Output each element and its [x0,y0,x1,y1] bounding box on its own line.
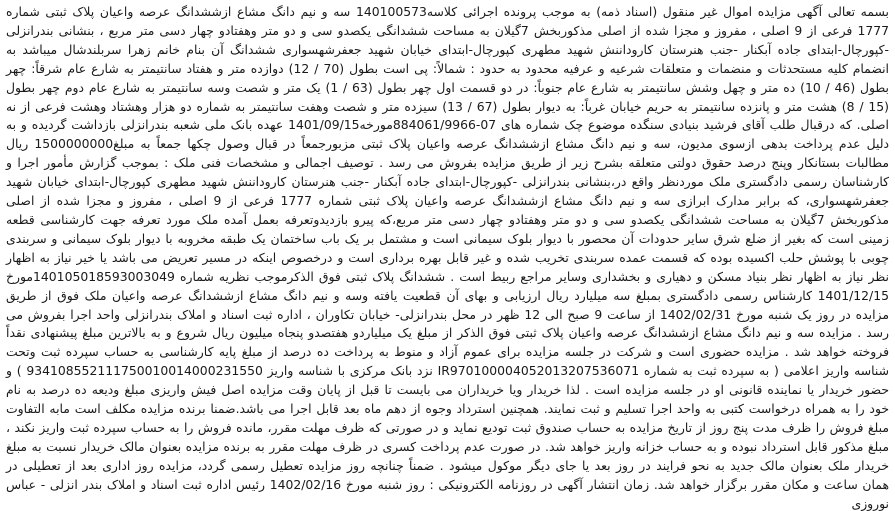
auction-notice-text: بسمه تعالی آگهی مزایده اموال غیر منقول (اسناد ذمه) به موجب پرونده اجرائی کلاسه140100573 سه و نیم دانگ مشاع ازششدانگ عرصه واعیان پلاک ثبتی شماره 1777 فرعی از 9 اصلی ، مفروز و مجزا شده از اصلی مذکوربخش 7گیلان به مساحت ششدانگی یکصدو سی و دو متر وهفتادو چهار دسی متر مربع ، بنشانی بندرانزلی -کپورچال-ابتدای جاده آبکنار -جنب هنرستان کاروداننش شهید مطهری کپورچال-ابتدای خیابان شهید جعفرشهسواری ششدانگ آن بنام خانم زهرا سربلندشال میباشد به انضمام کلیه مستحدثات و منضمات و متعلقات شرعیه و عرفیه محدود به حدود : شمالاً: پی است بطول (70 / 12) دوازده متر و هفتاد سانتیمتر به شارع عام شرقاً: چهر بطول (46 / 10) ده متر و چهل وشش سانتیمتر به شارع عام جنوباً: در دو قسمت اول چهر بطول (63 / 1) یک متر و شصت وسه سانتیمتر به شارع عام دوم چهر بطول (15 / 8) هشت متر و پانزده سانتیمتر به حریم خیابان غرباً: به دیوار بطول (67 / 13) سیزده متر و شصت وهفت سانتیمتر به شماره دو هزار وهشتاد وهشت فرعی از نه اصلی. که درقبال طلب آقای فرشید بنیادی سنگده موضوع چک شماره های 07-884061/9966مورخه1401/09/15 عهده بانک ملی شعبه بندرانزلی بازداشت گردیده و به دلیل عدم پرداخت بدهی ازسوی مدیون، سه و نیم دانگ مشاع ازششدانگ عرصه واعیان پلاک ثبتی مزبورجمعاً در قبال وصول چکها جمعاً به مبلغ1500000000 ریال مطالبات بستانکار وپنج درصد حقوق دولتی متعلقه بشرح زیر از طریق مزایده بفروش می رسد . توصیف اجمالی و مشخصات فنی ملک : بموجب گزارش مأمور اجرا و کارشناسان رسمی دادگستری ملک موردنظر واقع در،بنشانی بندرانزلی -کپورچال-ابتدای جاده آبکنار -جنب هنرستان کاروداننش شهید مطهری کپورچال-ابتدای خیابان شهید جعفرشهسواری، که برابر مدارک ابرازی سه و نیم دانگ مشاع ازششدانگ عرصه واعیان پلاک ثبتی شماره 1777 فرعی از 9 اصلی ، مفروز و مجزا شده از اصلی مذکوربخش 7گیلان به مساحت ششدانگی یکصدو سی و دو متر وهفتادو چهار دسی متر مربع،که پیرو بازدیدوتعرفه بعمل آمده ملک مورد تعرفه جهت کارشناسی قطعه زمینی است که بغیر از ضلع شرق سایر حدودات آن محصور با دیوار بلوک سیمانی است و مشتمل بر یک باب ساختمان یک طبقه مخروبه با دیوار بلوک سیمانی و سربندی چوبی با پوشش حلب اکسیده بوده که قسمت عمده سربندی تخریب شده و غیر قابل بهره برداری است و درخصوص اینکه در مسیر تعریض می باشد یا خیر نیاز به اظهار نظر نیاز به اظهار نظر بنیاد مسکن و دهیاری و بخشداری وسایر مراجع ربیط است . ششدانگ پلاک ثبتی فوق الذکرموجب نظریه شماره 140105018593003049مورخ 1401/12/15 کارشناس رسمی دادگستری بمبلغ سه میلیارد ریال ارزیابی و بهای آن قطعیت یافته وسه و نیم دانگ مشاع ازششدانگ عرصه واعیان ملک فوق از طریق مزایده در روز یک شنبه مورخ 1402/02/31 از ساعت 9 صبح الی 12 ظهر در محل بندرانزلی- خیابان تکاوران ، اداره ثبت اسناد و املاک بندرانزلی واحد اجرا بفروش می رسد . مزایده سه و نیم دانگ مشاع ازششدانگ عرصه واعیان پلاک ثبتی فوق الذکر از مبلغ یک میلیاردو هفتصدو پنجاه میلیون ریال شروع و به بالاترین مبلغ پیشنهادی نقداً فروخته خواهد شد . مزایده حضوری است و شرکت در جلسه مزایده برای عموم آزاد و منوط به پرداخت ده درصد از مبلغ پایه کارشناسی به حساب سپرده ثبت وتحت شناسه واریز اعلامی ( به سپرده ثبت به شماره IR970100004052013207536071 نزد بانک مرکزی با شناسه واریز 934108552111750010014000231550 ) و حضور خریدار یا نماینده قانونی او در جلسه مزایده است . لذا خریدار ویا خریداران می بایست تا قبل از پایان وقت مزایده اصل فیش واریزی مبلغ ودیعه ده درصد به نام خود را به همراه درخواست کتبی به واحد اجرا تسلیم و ثبت نمایند. همچنین استرداد وجوه از دهم ماه بعد قابل اجرا می باشد.ضمنا برنده مزایده مکلف است مابه التفاوت مبلغ فروش را ظرف مدت پنج روز از تاریخ مزایده به حساب صندوق ثبت تودیع نماید و در صورتی که ظرف مهلت مقرر، مانده فروش را به حساب سپرده ثبت واریز نکند ، مبلغ مذکور قابل استرداد نبوده و به حساب خزانه واریز خواهد شد. در صورت عدم پرداخت کسری در ظرف مهلت مقرر به برنده مزایده بعنوان مالک خریدار نسبت به مبلغ خریدار ملک بعنوان مالک جدید به نحو فرایند در روز بعد یا جای دیگر موکول میشود . ضمناً چنانچه روز مزایده تعطیل رسمی گردد، مزایده روز اداری بعد از تعطیلی در همان ساعت و مکان مقرر برگزار خواهد شد. زمان انتشار آگهی در روزنامه الکترونیکی : روز شنبه مورخ 1402/02/16 رئیس اداره ثبت اسناد و املاک بندر انزلی - عباس نوروزی [6,4,889,511]
